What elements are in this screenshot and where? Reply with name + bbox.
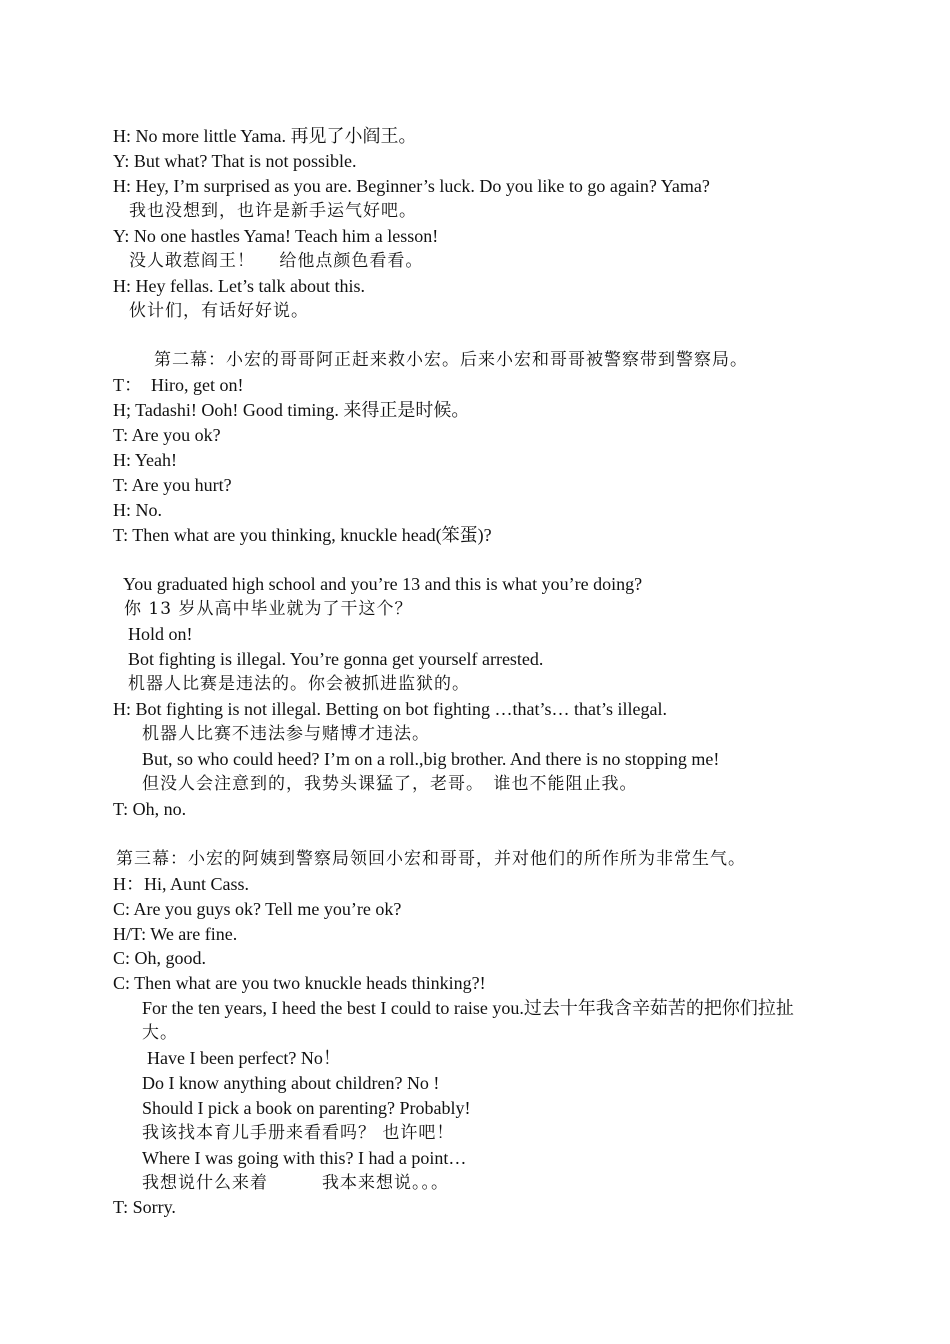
dialogue-line: But, so who could heed? I’m on a roll.,big brother. And there is no stopping me! (142, 749, 720, 769)
dialogue-line: Hold on! (128, 624, 193, 644)
dialogue-line: Y: No one hastles Yama! Teach him a lesson! (113, 226, 439, 246)
dialogue-line: T: Sorry. (113, 1197, 176, 1217)
dialogue-line: H: Hey, I’m surprised as you are. Beginner’s luck. Do you like to go again? Yama? (113, 176, 710, 196)
dialogue-line: H/T: We are fine. (113, 924, 238, 944)
translation-line: 我也没想到，也许是新手运气好吧。 (129, 201, 417, 221)
dialogue-line: H: Yeah! (113, 450, 178, 470)
translation-line: 但没人会注意到的，我势头课猛了，老哥。 谁也不能阻止我。 (142, 774, 638, 794)
translation-line: 我想说什么来着 我本来想说。。。 (142, 1173, 449, 1193)
dialogue-line: Have I been perfect? No！ (147, 1048, 341, 1068)
dialogue-line: Y: But what? That is not possible. (113, 151, 357, 171)
scene-heading: 第三幕：小宏的阿姨到警察局领回小宏和哥哥，并对他们的所作所为非常生气。 (116, 849, 746, 869)
translation-line: 你 13 岁从高中毕业就为了干这个？ (124, 599, 413, 619)
translation-line: 机器人比赛不违法参与赌博才违法。 (142, 724, 430, 744)
dialogue-line: H; Tadashi! Ooh! Good timing. 来得正是时候。 (113, 400, 470, 420)
dialogue-line: C: Then what are you two knuckle heads thinking?! (113, 973, 486, 993)
translation-line: 机器人比赛是违法的。你会被抓进监狱的。 (128, 674, 470, 694)
translation-line: 伙计们，有话好好说。 (129, 301, 309, 321)
dialogue-line: T: Then what are you thinking, knuckle head(笨蛋)? (113, 525, 492, 545)
translation-line: 大。 (142, 1023, 178, 1043)
dialogue-line: H: Hey fellas. Let’s talk about this. (113, 276, 365, 296)
scene-heading: 第二幕：小宏的哥哥阿正赶来救小宏。后来小宏和哥哥被警察带到警察局。 (154, 350, 748, 370)
dialogue-line: T: Oh, no. (113, 799, 187, 819)
dialogue-line: C: Are you guys ok? Tell me you’re ok? (113, 899, 402, 919)
dialogue-line: For the ten years, I heed the best I could to raise you.过去十年我含辛茹苦的把你们拉扯 (142, 998, 794, 1018)
dialogue-line: Where I was going with this? I had a point… (142, 1148, 467, 1168)
translation-line: 我该找本育儿手册来看看吗？ 也许吧！ (142, 1123, 455, 1143)
dialogue-line: H：Hi, Aunt Cass. (113, 874, 250, 894)
dialogue-line: H: No more little Yama. 再见了小阎王。 (113, 126, 417, 146)
dialogue-line: C: Oh, good. (113, 948, 207, 968)
dialogue-line: T: Are you ok? (113, 425, 221, 445)
dialogue-line: T: Are you hurt? (113, 475, 232, 495)
dialogue-line: Bot fighting is illegal. You’re gonna get yourself arrested. (128, 649, 544, 669)
dialogue-line: You graduated high school and you’re 13 and this is what you’re doing? (123, 574, 643, 594)
dialogue-line: Do I know anything about children? No ! (142, 1073, 440, 1093)
dialogue-line: H: No. (113, 500, 162, 520)
dialogue-line: T： Hiro, get on! (113, 375, 244, 395)
translation-line: 没人敢惹阎王！ 给他点颜色看看。 (129, 251, 424, 271)
dialogue-line: Should I pick a book on parenting? Probably! (142, 1098, 471, 1118)
dialogue-line: H: Bot fighting is not illegal. Betting on bot fighting …that’s… that’s illegal. (113, 699, 667, 719)
